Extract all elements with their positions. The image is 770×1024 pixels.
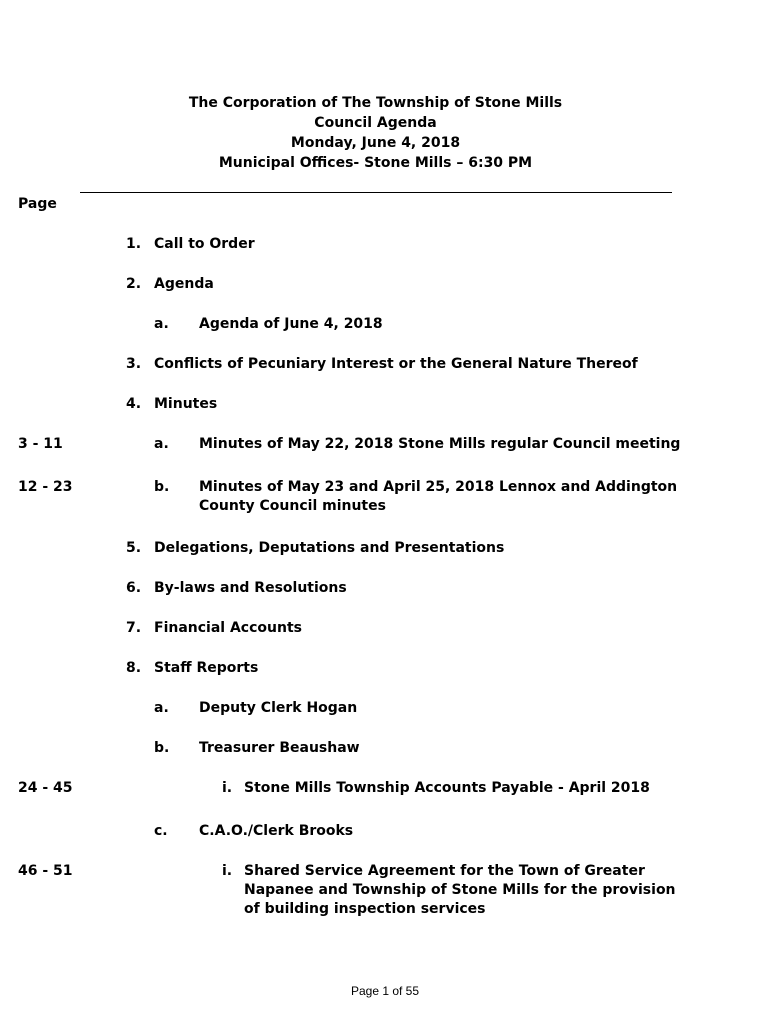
subitem-minutes-county-council-cont: County Council minutes xyxy=(199,498,386,514)
item-number: 5. xyxy=(126,540,142,556)
subitem-deputy-clerk: Deputy Clerk Hogan xyxy=(199,700,358,716)
item-number: 7. xyxy=(126,620,142,636)
item-number: 4. xyxy=(126,396,142,412)
item-number: 1. xyxy=(126,236,142,252)
item-conflicts-of-interest: Conflicts of Pecuniary Interest or the General Nature Thereof xyxy=(154,356,638,372)
item-number: 3. xyxy=(126,356,142,372)
header-title: Council Agenda xyxy=(314,115,437,131)
page-range: 24 - 45 xyxy=(18,780,73,796)
subsubitem-shared-service-agreement-cont: of building inspection services xyxy=(244,901,486,917)
subitem-letter: c. xyxy=(154,823,168,839)
subitem-minutes-may-22: Minutes of May 22, 2018 Stone Mills regular Council meeting xyxy=(199,436,681,452)
item-call-to-order: Call to Order xyxy=(154,236,255,252)
item-delegations: Delegations, Deputations and Presentations xyxy=(154,540,505,556)
item-staff-reports: Staff Reports xyxy=(154,660,259,676)
page-range: 3 - 11 xyxy=(18,436,63,452)
subitem-treasurer: Treasurer Beaushaw xyxy=(199,740,360,756)
subsubitem-numeral: i. xyxy=(222,780,233,796)
header-divider xyxy=(80,192,672,193)
subitem-letter: a. xyxy=(154,436,169,452)
subitem-cao-clerk: C.A.O./Clerk Brooks xyxy=(199,823,354,839)
item-number: 8. xyxy=(126,660,142,676)
page-column-label: Page xyxy=(18,196,57,212)
subsubitem-accounts-payable: Stone Mills Township Accounts Payable - April 2018 xyxy=(244,780,650,796)
page-footer: Page 1 of 55 xyxy=(350,984,420,998)
subsubitem-shared-service-agreement: Shared Service Agreement for the Town of Greater xyxy=(244,863,645,879)
page-range: 12 - 23 xyxy=(18,479,73,495)
subsubitem-shared-service-agreement-cont: Napanee and Township of Stone Mills for the provision xyxy=(244,882,676,898)
subitem-letter: a. xyxy=(154,700,169,716)
subitem-letter: b. xyxy=(154,479,170,495)
item-number: 2. xyxy=(126,276,142,292)
subitem-agenda-june-4: Agenda of June 4, 2018 xyxy=(199,316,383,332)
item-minutes: Minutes xyxy=(154,396,218,412)
header-location: Municipal Offices- Stone Mills – 6:30 PM xyxy=(218,155,533,171)
item-number: 6. xyxy=(126,580,142,596)
subitem-minutes-county-council: Minutes of May 23 and April 25, 2018 Lennox and Addington xyxy=(199,479,678,495)
header-organization: The Corporation of The Township of Stone Mills xyxy=(188,95,563,111)
subitem-letter: b. xyxy=(154,740,170,756)
header-date: Monday, June 4, 2018 xyxy=(290,135,461,151)
agenda-header xyxy=(78,93,673,173)
subitem-letter: a. xyxy=(154,316,169,332)
item-bylaws: By-laws and Resolutions xyxy=(154,580,347,596)
item-agenda: Agenda xyxy=(154,276,214,292)
subsubitem-numeral: i. xyxy=(222,863,233,879)
page-range: 46 - 51 xyxy=(18,863,73,879)
item-financial-accounts: Financial Accounts xyxy=(154,620,302,636)
